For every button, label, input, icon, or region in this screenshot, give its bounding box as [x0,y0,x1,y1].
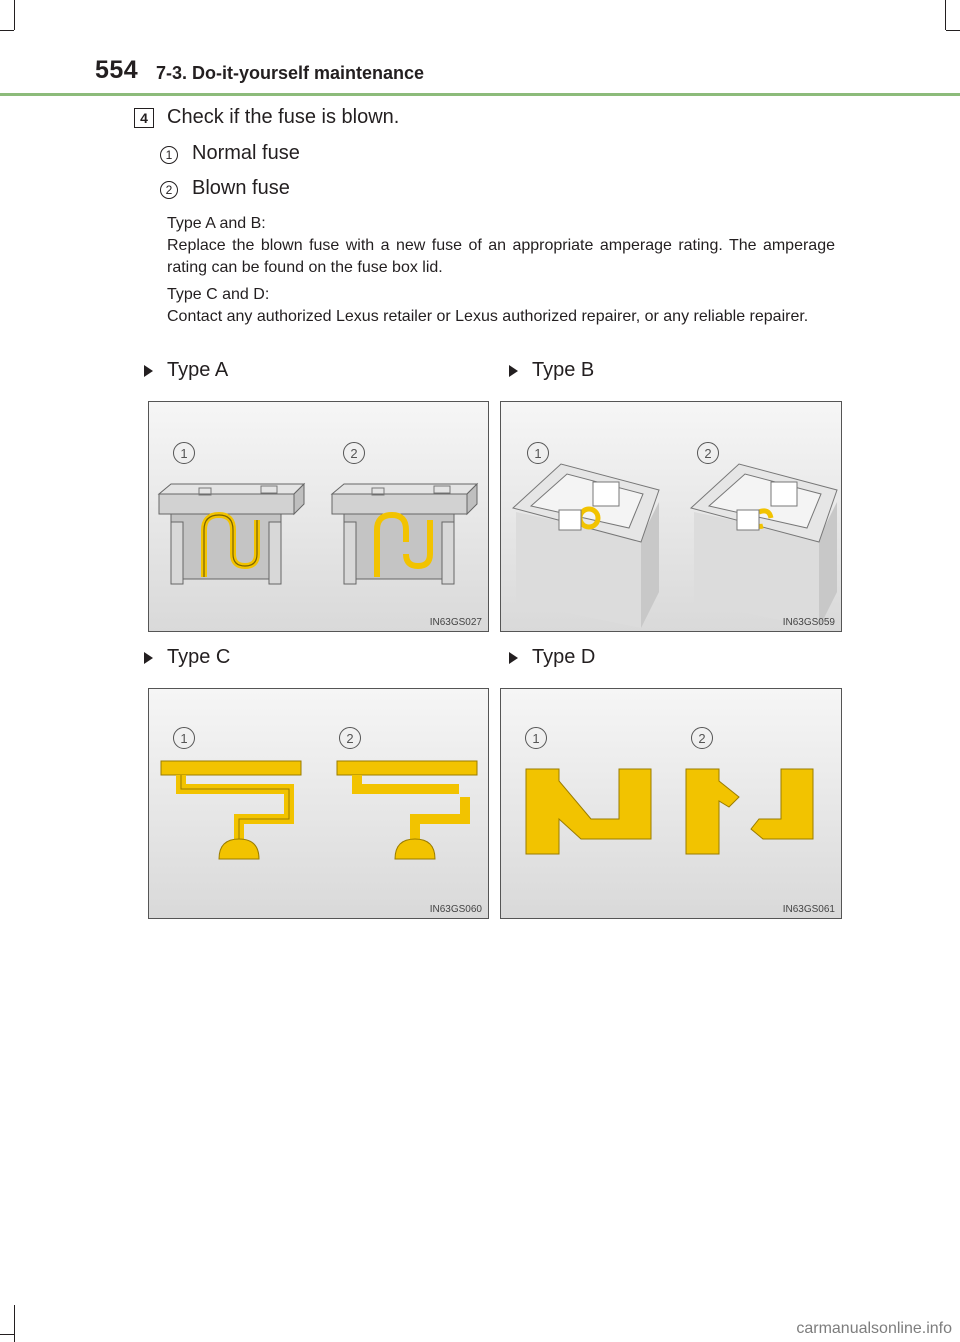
header-rule [0,93,960,96]
normal-cartridge-fuse [513,464,659,628]
figure-code: IN63GS027 [429,617,482,628]
step-instruction: Check if the fuse is blown. [167,106,400,128]
triangle-bullet-icon [144,365,153,377]
figure-type-a [148,401,489,632]
figure-label: Type A [167,359,229,381]
note-heading: Type C and D: [167,286,270,303]
figure-callout-1: 1 [173,442,195,464]
figure-callout-2: 2 [697,442,719,464]
blown-blade-fuse [332,484,477,584]
figure-code: IN63GS059 [782,617,835,628]
figure-callout-2: 2 [343,442,365,464]
item-normal-fuse: Normal fuse [192,142,300,164]
note-type-ab [167,213,835,279]
figure-label: Type D [532,646,596,668]
crop-mark [14,0,15,30]
label-type-a [144,359,228,382]
blown-cartridge-fuse [691,464,837,628]
crop-mark [946,30,960,31]
triangle-bullet-icon [509,652,518,664]
note-type-cd [167,284,835,328]
note-body: Replace the blown fuse with a new fuse of an appropriate amperage rating. The amperage rating can be found on the fuse box lid. [167,237,835,276]
blown-heavy-link [686,769,813,854]
note-body: Contact any authorized Lexus retailer or Lexus authorized repairer, or any reliable repairer. [167,308,809,325]
callout-1: 1 [160,146,178,164]
figure-type-d [500,688,842,919]
watermark: carmanualsonline.info [796,1320,952,1337]
figure-callout-2: 2 [339,727,361,749]
note-heading: Type A and B: [167,215,266,232]
blown-strip-fuse [337,761,477,859]
callout-2: 2 [160,181,178,199]
normal-strip-fuse [161,761,301,859]
blade-fuse-illustration [149,402,490,633]
section-title: 7-3. Do-it-yourself maintenance [156,63,425,83]
figure-type-c [148,688,489,919]
heavy-link-fuse-illustration [501,689,843,920]
figure-code: IN63GS061 [782,904,835,915]
figure-type-b [500,401,842,632]
crop-mark [945,0,946,30]
triangle-bullet-icon [144,652,153,664]
triangle-bullet-icon [509,365,518,377]
label-type-b [509,359,594,382]
figure-label: Type B [532,359,595,381]
cartridge-fuse-illustration [501,402,843,633]
crop-mark [0,1334,14,1335]
figure-callout-2: 2 [691,727,713,749]
crop-mark [14,1305,15,1342]
figure-callout-1: 1 [527,442,549,464]
normal-blade-fuse [159,484,304,584]
figure-code: IN63GS060 [429,904,482,915]
crop-mark [0,30,14,31]
figure-callout-1: 1 [173,727,195,749]
figure-label: Type C [167,646,231,668]
figure-callout-1: 1 [525,727,547,749]
label-type-c [144,646,230,669]
normal-heavy-link [526,769,651,854]
step-number-badge: 4 [134,108,154,128]
page-number: 554 [95,56,139,84]
item-blown-fuse: Blown fuse [192,177,290,199]
strip-fuse-illustration [149,689,490,920]
label-type-d [509,646,595,669]
